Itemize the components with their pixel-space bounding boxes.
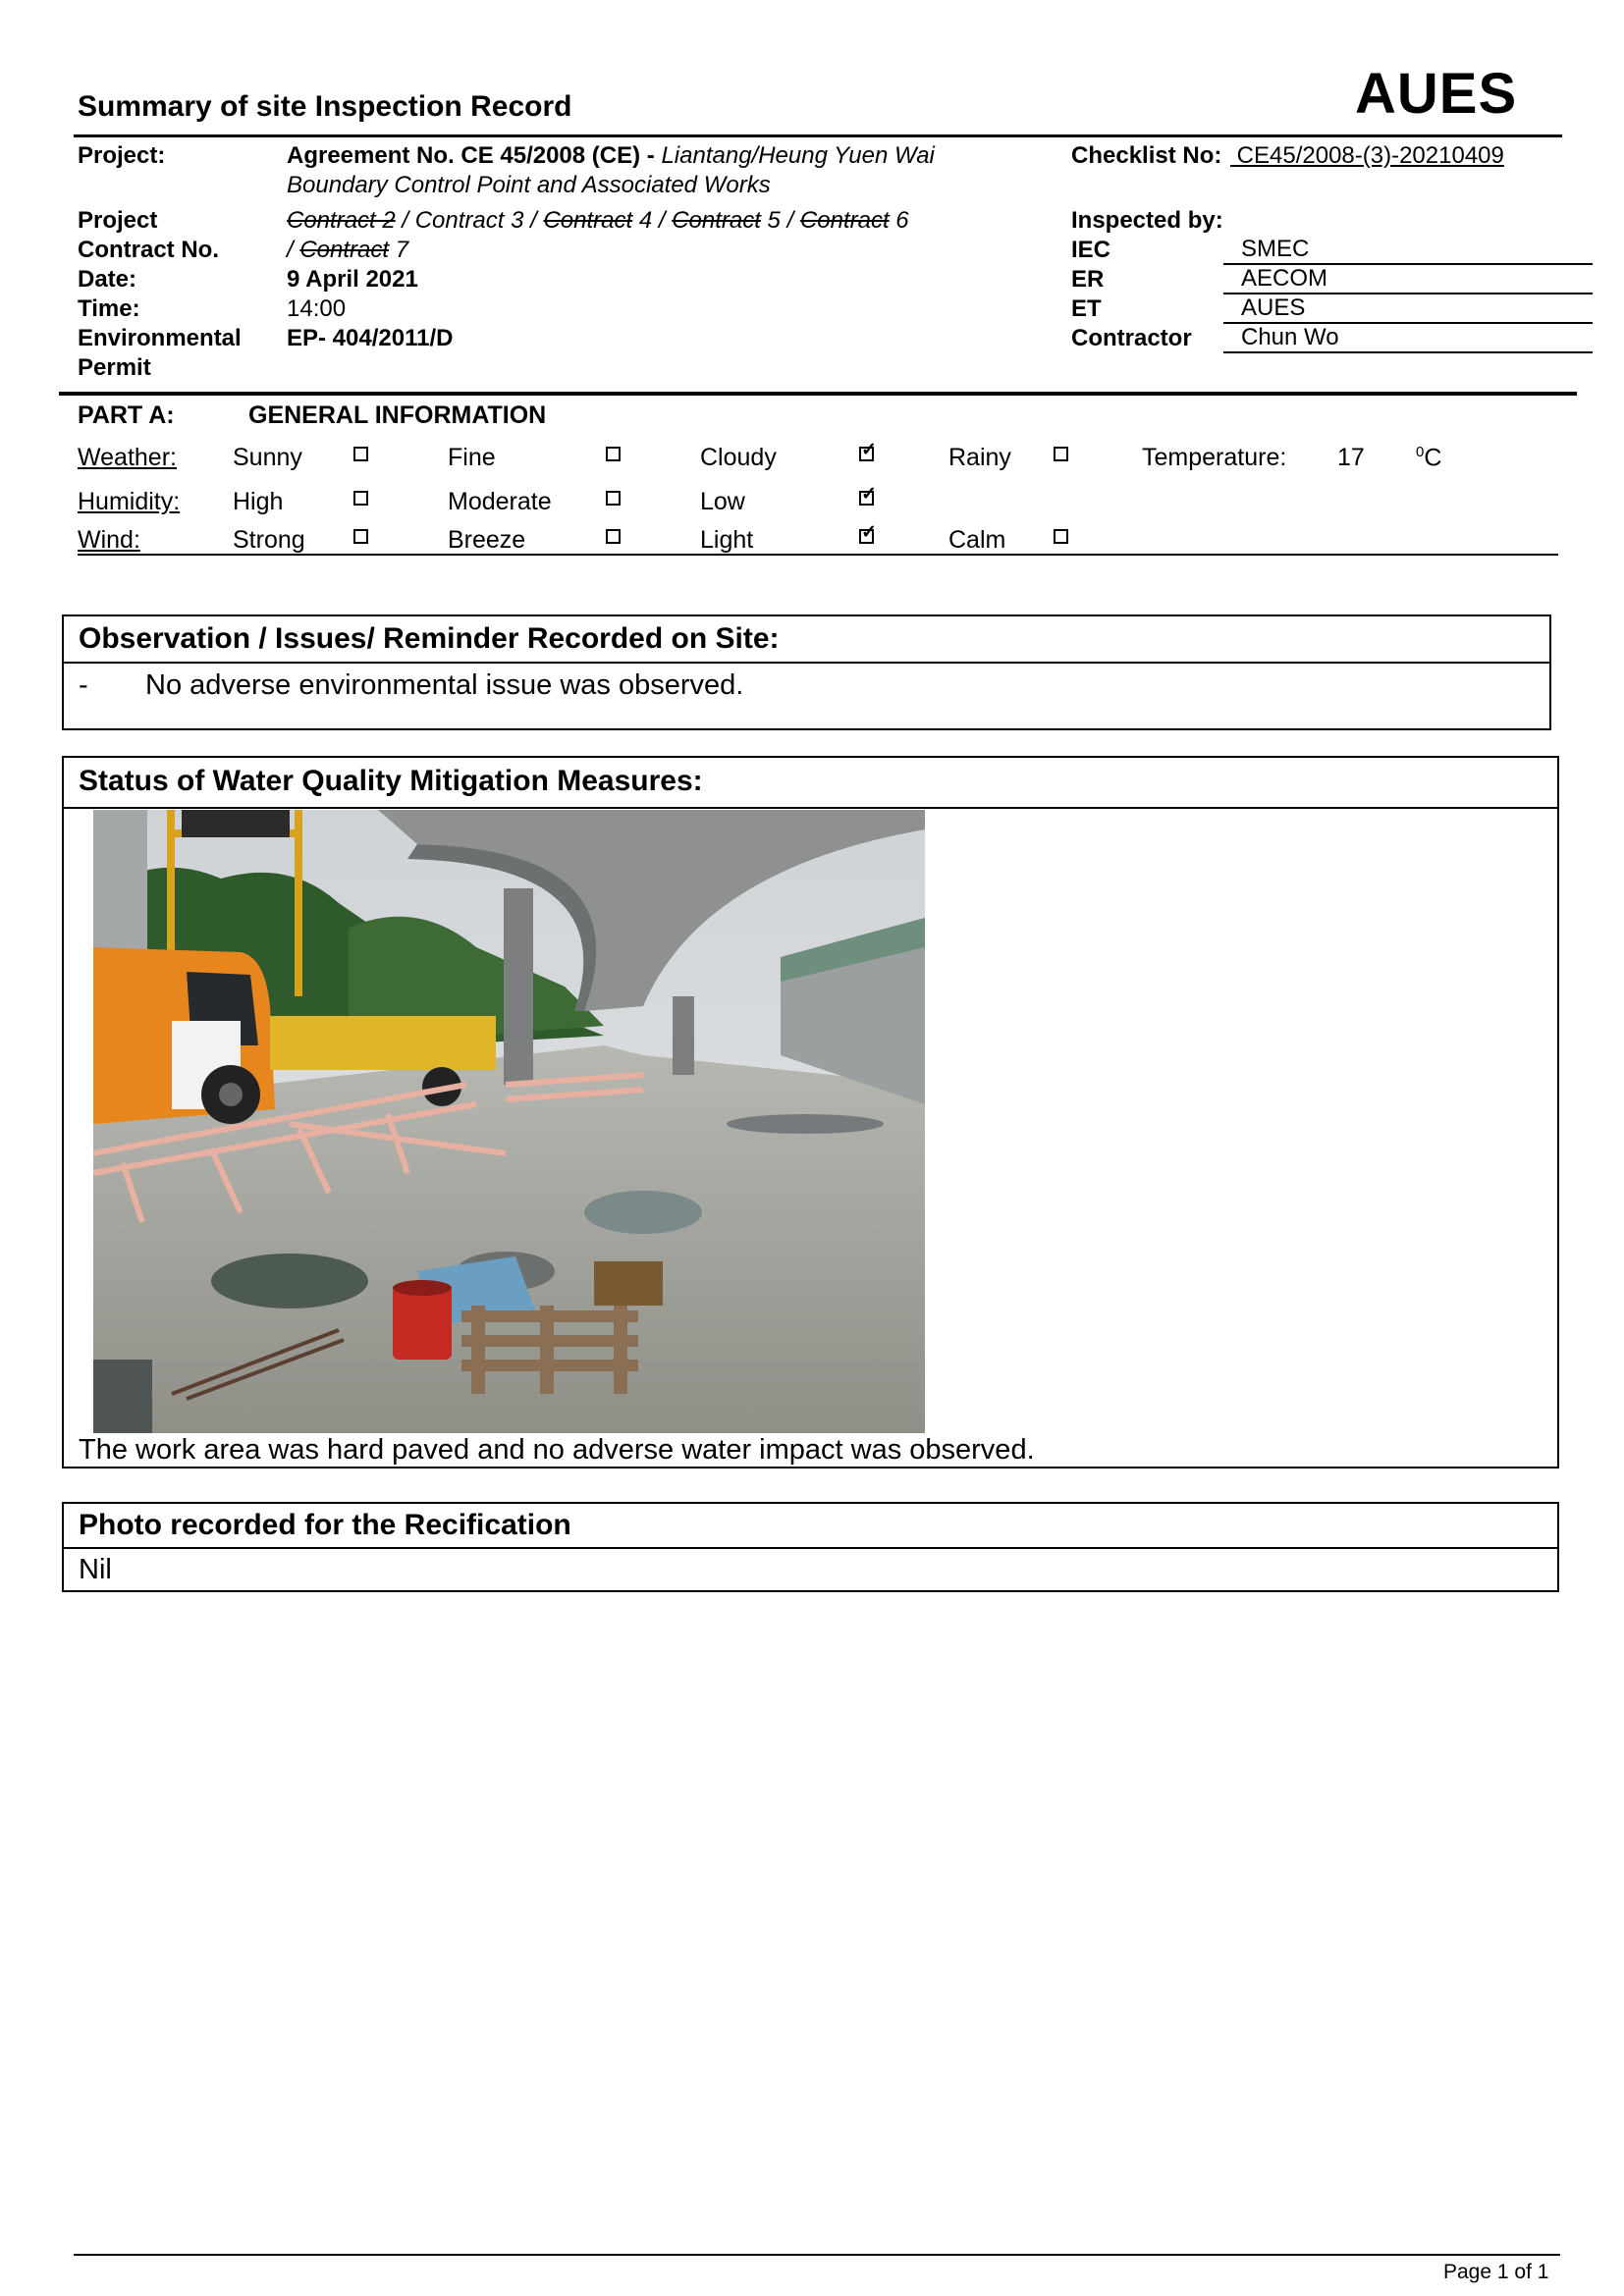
- contract-2-struck: Contract 2: [287, 207, 396, 234]
- humidity-high-label: High: [233, 488, 284, 515]
- weather-label: Weather:: [78, 444, 177, 471]
- contract-7-number: 7: [389, 237, 409, 263]
- water-quality-heading: Status of Water Quality Mitigation Measures:: [79, 765, 703, 797]
- temperature-label: Temperature:: [1142, 444, 1287, 471]
- permit-label-1: Environmental: [78, 325, 242, 351]
- site-photo-drawing: [93, 810, 925, 1433]
- date-label: Date:: [78, 266, 137, 293]
- project-agreement: [287, 142, 935, 170]
- date-value: 9 April 2021: [287, 266, 418, 293]
- permit-label-2: Permit: [78, 354, 151, 381]
- humidity-high-checkbox[interactable]: [353, 491, 368, 506]
- contract-5-number: 5 /: [760, 207, 800, 234]
- part-a-label: PART A:: [78, 401, 175, 429]
- temperature-value: 17: [1337, 444, 1365, 471]
- rectification-text: Nil: [79, 1554, 112, 1585]
- inspector-name-er: AECOM: [1223, 265, 1593, 294]
- observation-bullet: -: [79, 669, 88, 701]
- humidity-low-label: Low: [700, 488, 745, 515]
- inspector-role-contractor: Contractor: [1071, 325, 1192, 351]
- weather-cloudy-label: Cloudy: [700, 444, 777, 471]
- wind-strong-label: Strong: [233, 526, 305, 554]
- inspector-role-iec: IEC: [1071, 237, 1111, 263]
- inspector-name-et: AUES: [1223, 294, 1593, 324]
- contract-label-1: Project: [78, 207, 158, 234]
- water-quality-box: [62, 756, 1559, 1468]
- rectification-heading: Photo recorded for the Recification: [79, 1509, 571, 1541]
- weather-rainy-checkbox[interactable]: [1054, 447, 1068, 461]
- temperature-unit-sup: 0: [1416, 444, 1425, 460]
- humidity-low-checkbox[interactable]: [859, 491, 874, 506]
- footer-rule: [74, 2254, 1560, 2256]
- weather-sunny-label: Sunny: [233, 444, 302, 471]
- project-name-line2: Boundary Control Point and Associated Works: [287, 172, 771, 198]
- time-label: Time:: [78, 295, 140, 322]
- humidity-label: Humidity:: [78, 488, 181, 515]
- header-rule: [74, 134, 1562, 137]
- permit-value: EP- 404/2011/D: [287, 325, 454, 351]
- humidity-moderate-checkbox[interactable]: [606, 491, 621, 506]
- site-photo: [93, 810, 925, 1433]
- page-title: Summary of site Inspection Record: [78, 90, 572, 123]
- contract-numbers-line1: [287, 207, 909, 235]
- wind-light-checkbox[interactable]: [859, 529, 874, 544]
- weather-fine-label: Fine: [448, 444, 496, 471]
- humidity-moderate-label: Moderate: [448, 488, 552, 515]
- time-value: 14:00: [287, 295, 347, 322]
- wind-breeze-checkbox[interactable]: [606, 529, 621, 544]
- company-logo: AUES: [1355, 62, 1518, 126]
- inspector-name-contractor: Chun Wo: [1223, 324, 1593, 353]
- water-quality-divider: [64, 807, 1557, 809]
- inspector-name-iec: SMEC: [1223, 236, 1593, 265]
- observation-divider: [64, 662, 1549, 664]
- water-quality-caption: The work area was hard paved and no adverse water impact was observed.: [79, 1434, 1035, 1466]
- wind-label: Wind:: [78, 526, 140, 554]
- wind-calm-label: Calm: [948, 526, 1006, 554]
- contract-7-struck: Contract: [299, 237, 390, 263]
- wind-light-label: Light: [700, 526, 754, 554]
- rectification-box: [62, 1502, 1559, 1592]
- contract-4-struck: Contract: [543, 207, 633, 234]
- section-rule: [59, 392, 1577, 396]
- contract-5-struck: Contract: [672, 207, 761, 234]
- wind-strong-checkbox[interactable]: [353, 529, 368, 544]
- part-a-title: GENERAL INFORMATION: [248, 401, 547, 429]
- contract-line2-prefix: /: [287, 237, 300, 263]
- weather-sunny-checkbox[interactable]: [353, 447, 368, 461]
- wind-breeze-label: Breeze: [448, 526, 526, 554]
- general-bottom-rule: [78, 554, 1558, 556]
- weather-cloudy-checkbox[interactable]: [859, 447, 874, 461]
- inspector-role-er: ER: [1071, 266, 1105, 293]
- temperature-unit-c: C: [1424, 444, 1442, 472]
- contract-4-number: 4 /: [632, 207, 673, 234]
- page-number: Page 1 of 1: [1443, 2261, 1549, 2283]
- agreement-number: Agreement No. CE 45/2008 (CE) -: [287, 142, 662, 169]
- project-label: Project:: [78, 142, 166, 169]
- contract-6-struck: Contract: [799, 207, 890, 234]
- checklist-value: CE45/2008-(3)-20210409: [1230, 142, 1504, 169]
- temperature-unit: [1416, 444, 1441, 472]
- wind-calm-checkbox[interactable]: [1054, 529, 1068, 544]
- observation-heading: Observation / Issues/ Reminder Recorded on Site:: [79, 622, 780, 655]
- rectification-divider: [64, 1547, 1557, 1549]
- observation-text: No adverse environmental issue was observed.: [145, 669, 744, 701]
- contract-label-2: Contract No.: [78, 237, 219, 263]
- inspected-by-label: Inspected by:: [1071, 207, 1223, 234]
- project-name: Liantang/Heung Yuen Wai: [661, 142, 935, 169]
- checklist-label: Checklist No:: [1071, 142, 1222, 169]
- inspector-role-et: ET: [1071, 295, 1102, 322]
- contract-6-number: 6: [889, 207, 909, 234]
- contract-numbers-line2: [287, 237, 408, 264]
- weather-rainy-label: Rainy: [948, 444, 1011, 471]
- contract-3: / Contract 3 /: [395, 207, 544, 234]
- observation-box: [62, 614, 1551, 730]
- weather-fine-checkbox[interactable]: [606, 447, 621, 461]
